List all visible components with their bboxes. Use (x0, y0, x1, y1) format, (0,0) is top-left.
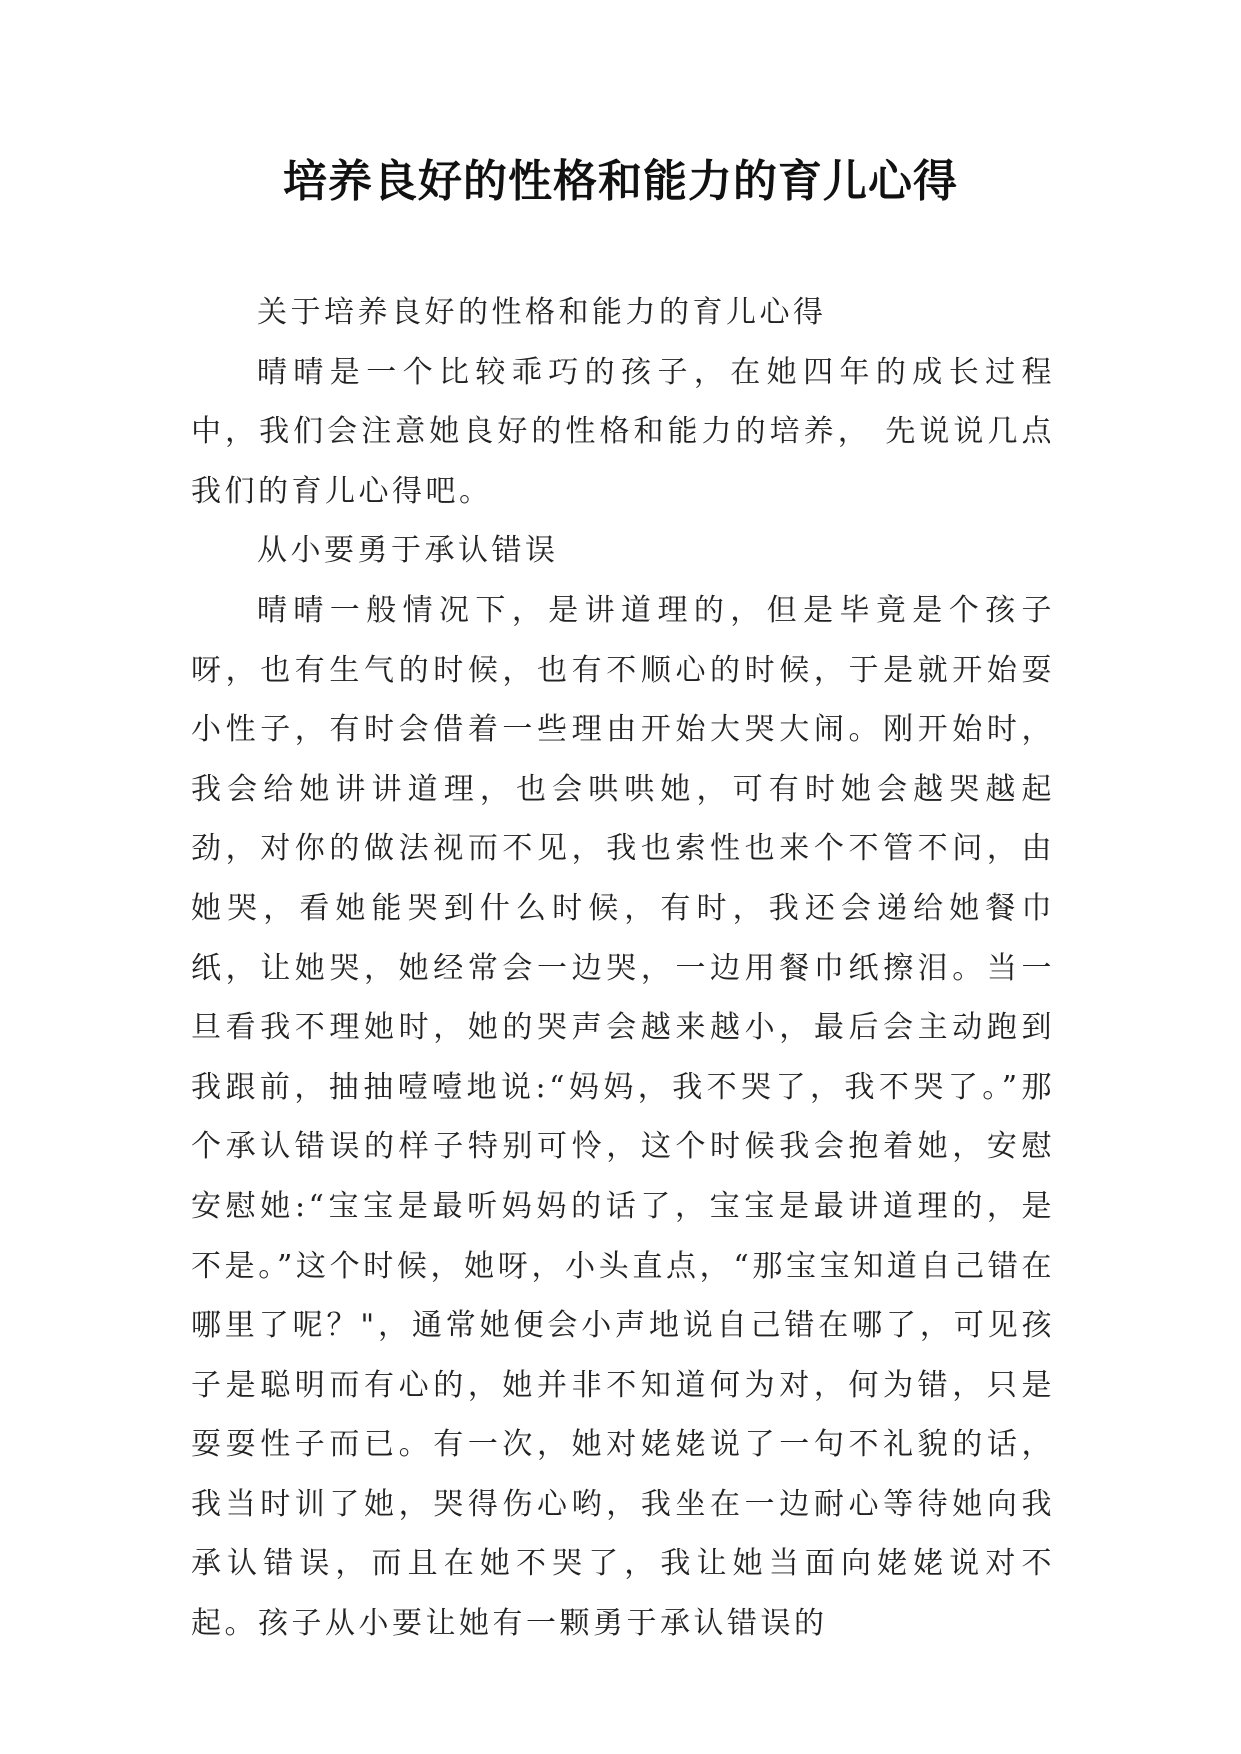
section-heading: 从小要勇于承认错误 (257, 533, 559, 569)
subtitle-paragraph: 关于培养良好的性格和能力的育儿心得 (257, 295, 827, 330)
story-paragraph: 晴晴一般情况下，是讲道理的，但是毕竟是个孩子呀，也有生气的时候，也有不顺心的时候，于是就开始耍小性子，有时会借着一些理由开始大哭大闹。刚开始时，我会给她讲讲道理，也会哄哄她，可有时她会越哭越起劲，对你的做法视而不见，我也索性也来个不管不问，由她哭，看她能哭到什么时候，有时，我还会递给她餐巾纸，让她哭，她经常会一边哭，一边用餐巾纸擦泪。当一旦看我不理她时，她的哭声会越来越小，最后会主动跑到我跟前，抽抽噎噎地说:“妈妈，我不哭了，我不哭了。”那个承认错误的样子特别可怜，这个时候我会抱着她，安慰安慰她:“宝宝是最听妈妈的话了，宝宝是最讲道理的，是不是。”这个时候，她呀，小头直点，“那宝宝知道自己错在哪里了呢？"，通常她便会小声地说自己错在哪了，可见孩子是聪明而有心的，她并非不知道何为对，何为错，只是耍耍性子而已。有一次，她对姥姥说了一句不礼貌的话，我当时训了她，哭得伤心哟，我坐在一边耐心等待她向我承认错误，而且在她不哭了，我让她当面向姥姥说对不起。孩子从小要让她有一颗勇于承认错误的 (191, 592, 1055, 1642)
document-body (191, 283, 1055, 1654)
intro-paragraph: 晴晴是一个比较乖巧的孩子，在她四年的成长过程中，我们会注意她良好的性格和能力的培养， 先说说几点我们的育儿心得吧。 (191, 354, 1055, 509)
document-title: 培养良好的性格和能力的育儿心得 (283, 156, 958, 207)
